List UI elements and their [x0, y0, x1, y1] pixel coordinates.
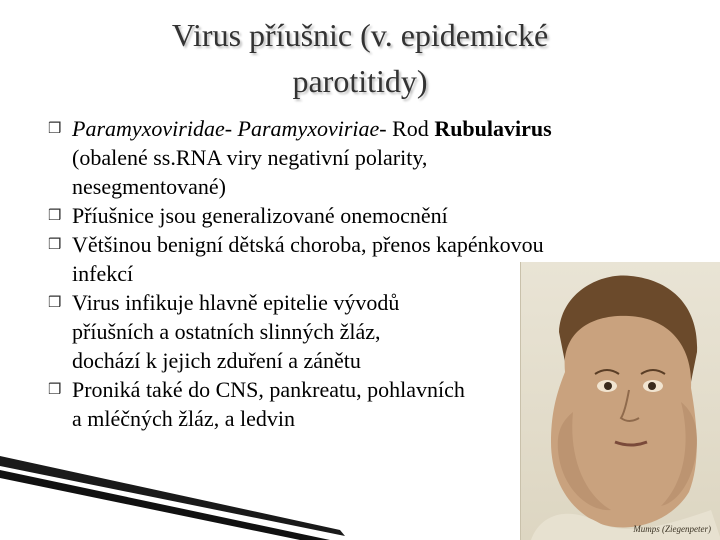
bullet-line: (obalené ss.RNA viry negativní polarity, — [72, 145, 428, 170]
child-face-drawing — [521, 262, 720, 540]
bullet-item — [48, 201, 668, 230]
square-bullet-icon: ❒ — [48, 293, 62, 311]
bullet-line: nesegmentované) — [72, 174, 226, 199]
bullet-line: infekcí — [72, 261, 134, 286]
bullet-line: Většinou benigní dětská choroba, přenos kapénkovou — [72, 232, 544, 257]
genus-label-text: Rod — [386, 116, 435, 141]
virus-family-text: Paramyxoviridae- Paramyxoviriae- — [72, 116, 387, 141]
bullet-line — [72, 114, 668, 143]
slide-title-line-1: Virus příušnic (v. epidemické — [171, 17, 549, 53]
bullet-line: příušních a ostatních slinných žláz, — [72, 319, 381, 344]
illustration-caption: Mumps (Ziegenpeter) — [633, 524, 711, 534]
square-bullet-icon: ❒ — [48, 380, 62, 398]
square-bullet-icon: ❒ — [48, 206, 62, 224]
bullet-line: Proniká také do CNS, pankreatu, pohlavních — [72, 377, 465, 402]
genus-name-text: Rubulavirus — [434, 116, 552, 141]
bullet-line: dochází k jejich zduření a zánětu — [72, 348, 361, 373]
bullet-line: Virus infikuje hlavně epitelie vývodů — [72, 290, 400, 315]
slide-title-line-2: parotitidy) — [292, 63, 428, 99]
bullet-item — [48, 114, 668, 201]
square-bullet-icon: ❒ — [48, 119, 62, 137]
mumps-patient-illustration — [520, 262, 720, 540]
bullet-line: Příušnice jsou generalizované onemocnění — [72, 203, 448, 228]
slide-title — [60, 12, 660, 104]
square-bullet-icon: ❒ — [48, 235, 62, 253]
bullet-line: a mléčných žláz, a ledvin — [72, 406, 295, 431]
